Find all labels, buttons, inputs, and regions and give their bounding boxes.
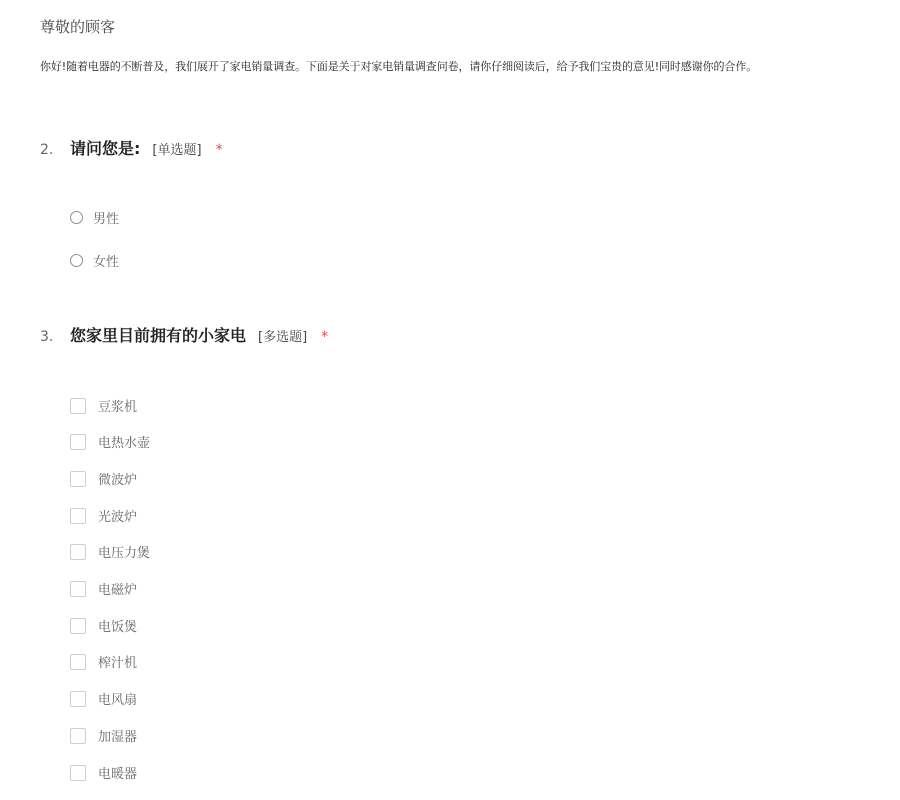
option-label: 豆浆机 — [98, 400, 138, 415]
checkbox[interactable] — [70, 691, 86, 707]
checkbox[interactable] — [70, 765, 86, 781]
checkbox-option-rice-cooker[interactable] — [70, 616, 137, 635]
checkbox[interactable] — [70, 434, 86, 450]
question-number: 2. — [40, 142, 54, 158]
checkbox[interactable] — [70, 471, 86, 487]
checkbox-option-electric-kettle[interactable] — [70, 432, 150, 451]
question-title: 请问您是: — [70, 139, 141, 158]
question-title: 您家里目前拥有的小家电 — [70, 326, 247, 345]
required-mark: * — [321, 329, 329, 345]
greeting: 尊敬的顾客 — [40, 18, 116, 36]
question-3-header — [40, 323, 328, 346]
question-type: [单选题] — [152, 143, 202, 158]
option-label: 电暖器 — [98, 767, 138, 782]
option-label: 光波炉 — [98, 510, 138, 525]
radio-option-female[interactable] — [70, 251, 119, 270]
option-label: 微波炉 — [98, 473, 138, 488]
option-label: 加湿器 — [98, 730, 138, 745]
checkbox[interactable] — [70, 544, 86, 560]
checkbox-option-electric-heater[interactable] — [70, 763, 137, 782]
option-label: 电热水壶 — [98, 436, 151, 451]
option-label: 榨汁机 — [98, 656, 138, 671]
radio-button[interactable] — [70, 211, 83, 224]
checkbox-option-light-wave-oven[interactable] — [70, 506, 137, 525]
option-label: 男性 — [93, 212, 120, 227]
question-type: [多选题] — [258, 330, 308, 345]
checkbox-option-electric-fan[interactable] — [70, 689, 137, 708]
checkbox-option-microwave[interactable] — [70, 469, 137, 488]
checkbox[interactable] — [70, 654, 86, 670]
required-mark: * — [215, 142, 223, 158]
checkbox-option-humidifier[interactable] — [70, 726, 137, 745]
checkbox[interactable] — [70, 618, 86, 634]
option-label: 电饭煲 — [98, 620, 138, 635]
question-number: 3. — [40, 329, 54, 345]
question-2-header — [40, 136, 223, 159]
checkbox-option-soymilk-maker[interactable] — [70, 396, 137, 415]
survey-intro: 你好!随着电器的不断普及，我们展开了家电销量调查。下面是关于对家电销量调查问卷，请你仔细阅读后，给予我们宝贵的意见!同时感谢你的合作。 — [40, 60, 758, 73]
radio-option-male[interactable] — [70, 208, 119, 227]
option-label: 电磁炉 — [98, 583, 138, 598]
checkbox-option-induction-cooker[interactable] — [70, 579, 137, 598]
checkbox-option-juicer[interactable] — [70, 652, 137, 671]
option-label: 电风扇 — [98, 693, 138, 708]
checkbox-option-pressure-cooker[interactable] — [70, 542, 150, 561]
radio-button[interactable] — [70, 254, 83, 267]
checkbox[interactable] — [70, 398, 86, 414]
option-label: 电压力煲 — [98, 546, 151, 561]
checkbox[interactable] — [70, 581, 86, 597]
option-label: 女性 — [93, 255, 120, 270]
checkbox[interactable] — [70, 728, 86, 744]
checkbox[interactable] — [70, 508, 86, 524]
